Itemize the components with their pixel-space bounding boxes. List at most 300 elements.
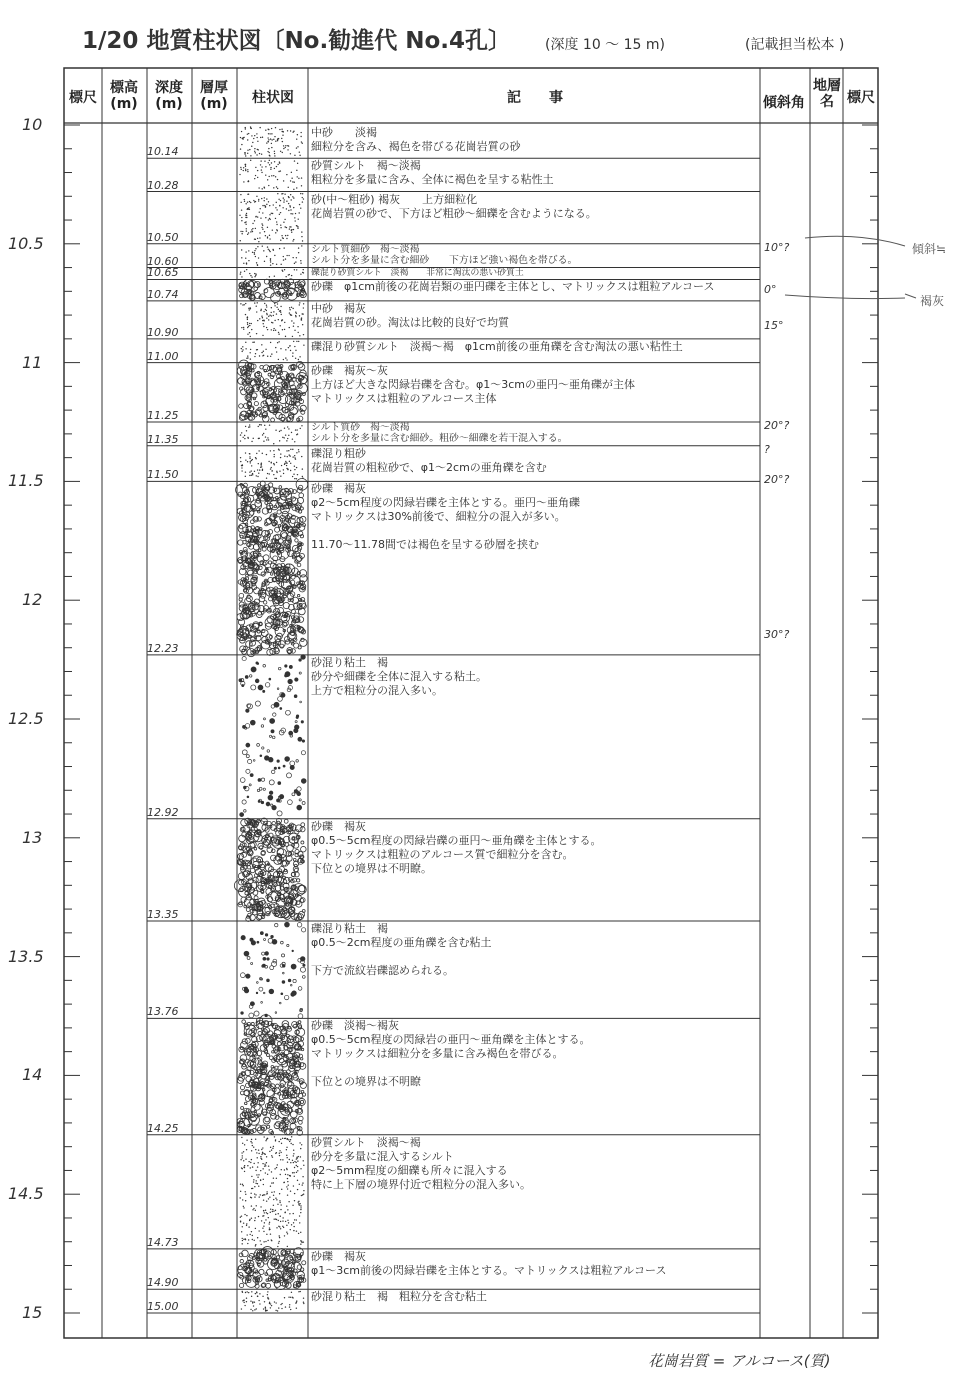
- sand-dot: [271, 1182, 272, 1183]
- layer-description-line: 花崗岩質の砂。淘汰は比較的良好で均質: [311, 315, 509, 329]
- sand-dot: [289, 1141, 290, 1142]
- silt-dot: [274, 161, 275, 162]
- silt-dot: [245, 170, 246, 171]
- silt-dot: [300, 260, 301, 261]
- sand-dot: [251, 1176, 252, 1177]
- sand-dot: [295, 316, 296, 317]
- gravel-pebble: [272, 387, 275, 390]
- sand-dot: [250, 336, 251, 337]
- layer-description-line: 細粒分を含み、褐色を帯びる花崗岩質の砂: [311, 140, 521, 153]
- clay-inclusion: [295, 678, 298, 681]
- sand-dot: [301, 456, 302, 457]
- silt-dot: [283, 180, 284, 181]
- sand-dot: [279, 1235, 280, 1236]
- silt-dot: [257, 177, 258, 178]
- sand-dot: [251, 1217, 252, 1218]
- sand-dot: [299, 1204, 300, 1205]
- sand-dot: [282, 1220, 283, 1221]
- layer-description-line: 礫混り粘土 褐: [311, 921, 388, 935]
- sand-dot: [280, 1221, 281, 1222]
- silt-dot: [293, 189, 294, 190]
- gravel-pebble: [271, 418, 275, 422]
- silt-dot: [277, 179, 278, 180]
- sand-dot: [280, 1204, 281, 1205]
- sand-dot: [280, 1304, 281, 1305]
- sand-dot: [256, 1308, 257, 1309]
- silt-dot: [245, 164, 246, 165]
- gravel-pebble: [293, 1261, 296, 1264]
- sand-dot: [254, 1193, 255, 1194]
- sand-dot: [298, 212, 299, 213]
- sand-dot: [262, 317, 263, 318]
- sand-dot: [242, 1243, 243, 1244]
- sand-dot: [301, 1195, 302, 1196]
- sand-dot: [247, 208, 248, 209]
- sand-dot: [270, 1212, 271, 1213]
- gravel-pebble: [248, 540, 251, 543]
- silt-dot: [295, 350, 296, 351]
- sand-dot: [245, 155, 246, 156]
- sand-dot: [301, 319, 302, 320]
- sand-dot: [252, 474, 253, 475]
- sand-dot: [243, 1185, 244, 1186]
- sand-dot: [291, 1292, 292, 1293]
- clay-inclusion: [248, 759, 252, 763]
- gravel-pebble: [240, 1047, 242, 1049]
- sand-dot: [246, 1225, 247, 1226]
- sand-dot: [293, 1150, 294, 1151]
- clay-inclusion: [240, 973, 245, 978]
- sand-dot: [281, 465, 282, 466]
- silt-dot: [247, 171, 248, 172]
- layer-description-line: シルト分を多量に含む細砂 下方ほど強い褐色を帯びる。: [311, 254, 578, 266]
- sand-dot: [290, 1309, 291, 1310]
- sand-dot: [262, 205, 263, 206]
- sand-dot: [258, 1300, 259, 1301]
- header-scale-left: 標尺: [69, 90, 97, 106]
- sand-dot: [302, 193, 303, 194]
- sand-dot: [287, 468, 288, 469]
- silt-dot: [241, 348, 242, 349]
- sand-dot: [251, 146, 252, 147]
- sand-dot: [246, 1215, 247, 1216]
- margin-note-2: 褐灰: [920, 294, 945, 308]
- silt-dot: [299, 356, 300, 357]
- silt-dot: [269, 276, 270, 277]
- clay-inclusion: [290, 761, 295, 766]
- sand-dot: [279, 1241, 280, 1242]
- sand-dot: [280, 475, 281, 476]
- sand-dot: [252, 1239, 253, 1240]
- layer-description-line: 花崗岩質の砂で、下方ほど粗砂～細礫を含むようになる。: [311, 206, 597, 220]
- clay-inclusion: [245, 724, 250, 729]
- sand-dot: [284, 1169, 285, 1170]
- silt-dot: [288, 428, 289, 429]
- silt-dot: [267, 246, 268, 247]
- clay-inclusion: [284, 995, 288, 999]
- sand-dot: [265, 1140, 266, 1141]
- sand-dot: [275, 218, 276, 219]
- sand-dot: [287, 1209, 288, 1210]
- sand-dot: [279, 1202, 280, 1203]
- sand-dot: [284, 329, 285, 330]
- layer-depth: 10.14: [147, 145, 179, 159]
- gravel-pebble: [299, 1116, 304, 1121]
- sand-dot: [287, 235, 288, 236]
- silt-dot: [288, 347, 289, 348]
- sand-dot: [268, 133, 269, 134]
- clay-inclusion: [299, 672, 301, 674]
- clay-inclusion: [257, 789, 259, 791]
- sand-dot: [251, 465, 252, 466]
- silt-dot: [277, 164, 278, 165]
- layer-description-line: マトリックスは粗粒のアルコース主体: [311, 391, 497, 405]
- sand-dot: [256, 1205, 257, 1206]
- clay-inclusion: [257, 744, 260, 747]
- layer-description-line: 下方で流紋岩礫認められる。: [311, 963, 454, 977]
- sand-dot: [258, 1149, 259, 1150]
- sand-dot: [302, 1184, 303, 1185]
- sand-dot: [266, 314, 267, 315]
- sand-dot: [299, 304, 300, 305]
- clay-inclusion: [246, 769, 250, 773]
- sand-dot: [257, 1177, 258, 1178]
- clay-inclusion: [297, 792, 301, 796]
- silt-dot: [267, 356, 268, 357]
- sand-dot: [261, 464, 262, 465]
- sand-dot: [290, 1297, 291, 1298]
- sand-dot: [261, 198, 262, 199]
- silt-dot: [275, 176, 276, 177]
- sand-dot: [288, 1297, 289, 1298]
- sand-dot: [280, 457, 281, 458]
- sand-dot: [295, 315, 296, 316]
- silt-dot: [282, 437, 283, 438]
- sand-dot: [303, 1303, 304, 1304]
- scale-label: 10.5: [8, 233, 44, 253]
- scale-label: 15: [22, 1303, 43, 1322]
- sand-dot: [241, 144, 242, 145]
- sand-dot: [269, 473, 270, 474]
- sand-dot: [246, 1301, 247, 1302]
- layer-description-line: 礫混り砂質シルト 淡褐 非常に淘汰の悪い砂質土: [311, 267, 524, 278]
- silt-dot: [258, 257, 259, 258]
- sand-dot: [280, 240, 281, 241]
- sand-dot: [255, 1194, 256, 1195]
- sand-dot: [286, 201, 287, 202]
- sand-dot: [289, 454, 290, 455]
- sand-dot: [288, 1222, 289, 1223]
- sand-dot: [245, 452, 246, 453]
- silt-dot: [247, 169, 248, 170]
- scale-label: 10: [22, 115, 43, 134]
- scale-label: 13.5: [8, 946, 44, 966]
- clay-inclusion: [244, 810, 246, 812]
- silt-dot: [241, 249, 242, 250]
- gravel-pebble: [237, 1077, 243, 1083]
- silt-dot: [250, 349, 251, 350]
- sand-dot: [276, 313, 277, 314]
- layer-description-line: 砂礫 褐灰: [311, 819, 366, 833]
- sand-dot: [276, 1152, 277, 1153]
- silt-dot: [276, 166, 277, 167]
- sand-dot: [294, 478, 295, 479]
- sand-dot: [278, 309, 279, 310]
- sand-dot: [289, 312, 290, 313]
- silt-dot: [268, 162, 269, 163]
- clay-inclusion: [271, 770, 275, 774]
- sand-dot: [257, 320, 258, 321]
- silt-dot: [296, 170, 297, 171]
- sand-dot: [250, 308, 251, 309]
- gravel-pebble: [291, 399, 294, 402]
- silt-dot: [247, 355, 248, 356]
- sand-dot: [267, 227, 268, 228]
- silt-dot: [263, 433, 264, 434]
- sand-dot: [247, 319, 248, 320]
- sand-dot: [257, 476, 258, 477]
- clay-inclusion: [277, 811, 282, 816]
- sand-dot: [254, 1220, 255, 1221]
- sand-dot: [262, 1195, 263, 1196]
- sand-dot: [268, 201, 269, 202]
- clay-inclusion: [249, 784, 251, 786]
- sand-dot: [247, 322, 248, 323]
- sand-dot: [281, 138, 282, 139]
- layer-depth: 15.00: [147, 1300, 179, 1313]
- clay-inclusion: [260, 932, 263, 935]
- silt-dot: [261, 166, 262, 167]
- sand-dot: [248, 308, 249, 309]
- sand-dot: [280, 224, 281, 225]
- sand-dot: [281, 314, 282, 315]
- sand-dot: [262, 1168, 263, 1169]
- silt-dot: [298, 341, 299, 342]
- sand-dot: [263, 326, 264, 327]
- gravel-pebble: [268, 530, 272, 534]
- gravel-pebble: [266, 1283, 271, 1288]
- clay-inclusion: [300, 967, 305, 972]
- sheet-title-text: 地質柱状図〔No.勧進代 No.4孔〕: [146, 28, 512, 54]
- sand-dot: [292, 449, 293, 450]
- sand-dot: [270, 1307, 271, 1308]
- silt-dot: [267, 437, 268, 438]
- layer-description-line: 礫混り粗砂: [311, 446, 366, 460]
- silt-dot: [261, 172, 262, 173]
- sand-dot: [271, 1171, 272, 1172]
- sand-dot: [245, 303, 246, 304]
- sand-dot: [268, 319, 269, 320]
- sand-dot: [261, 309, 262, 310]
- sand-dot: [293, 239, 294, 240]
- silt-dot: [292, 438, 293, 439]
- sand-dot: [240, 1159, 241, 1160]
- sand-dot: [251, 323, 252, 324]
- sand-dot: [281, 1303, 282, 1304]
- sand-dot: [255, 201, 256, 202]
- sand-dot: [245, 127, 246, 128]
- layer-depth: 11.35: [147, 432, 179, 446]
- sand-dot: [275, 1310, 276, 1311]
- sand-dot: [252, 1235, 253, 1236]
- clay-inclusion: [298, 987, 302, 991]
- sand-dot: [241, 1231, 242, 1232]
- sand-dot: [257, 149, 258, 150]
- silt-dot: [279, 431, 280, 432]
- sand-dot: [262, 470, 263, 471]
- sand-dot: [278, 1307, 279, 1308]
- sand-dot: [280, 1152, 281, 1153]
- sand-dot: [303, 1165, 304, 1166]
- sand-dot: [281, 129, 282, 130]
- sand-dot: [247, 324, 248, 325]
- layer-description-line: φ2～5mm程度の細礫も所々に混入する: [311, 1163, 508, 1177]
- clay-inclusion: [269, 735, 271, 737]
- clay-inclusion: [263, 665, 266, 668]
- sand-dot: [274, 153, 275, 154]
- sand-dot: [285, 461, 286, 462]
- sand-dot: [247, 317, 248, 318]
- sand-dot: [281, 1169, 282, 1170]
- sand-dot: [262, 453, 263, 454]
- sand-dot: [273, 328, 274, 329]
- clay-inclusion: [271, 730, 274, 733]
- sand-dot: [271, 139, 272, 140]
- sand-dot: [250, 462, 251, 463]
- silt-dot: [289, 345, 290, 346]
- sand-dot: [295, 1162, 296, 1163]
- clay-inclusion: [285, 757, 290, 762]
- silt-dot: [286, 440, 287, 441]
- silt-dot: [259, 424, 260, 425]
- sand-dot: [242, 1199, 243, 1200]
- sand-dot: [273, 474, 274, 475]
- sand-dot: [296, 1157, 297, 1158]
- gravel-pebble: [245, 395, 251, 401]
- sand-dot: [283, 145, 284, 146]
- sand-dot: [278, 138, 279, 139]
- depth-range: (深度 10 ～ 15 m): [545, 37, 665, 53]
- silt-dot: [269, 164, 270, 165]
- sand-dot: [266, 313, 267, 314]
- sand-dot: [288, 203, 289, 204]
- sand-dot: [279, 1193, 280, 1194]
- sand-dot: [269, 1151, 270, 1152]
- clay-inclusion: [255, 701, 260, 706]
- sand-dot: [267, 141, 268, 142]
- clay-inclusion: [247, 796, 249, 798]
- sand-dot: [279, 1150, 280, 1151]
- sand-dot: [255, 1210, 256, 1211]
- silt-dot: [279, 161, 280, 162]
- sand-dot: [247, 327, 248, 328]
- clay-inclusion: [249, 1013, 254, 1018]
- sand-dot: [249, 332, 250, 333]
- silt-dot: [246, 263, 247, 264]
- sand-dot: [293, 1153, 294, 1154]
- sand-dot: [268, 316, 269, 317]
- sand-dot: [279, 205, 280, 206]
- silt-dot: [270, 261, 271, 262]
- clay-inclusion: [282, 981, 285, 984]
- sand-dot: [241, 233, 242, 234]
- sand-dot: [303, 334, 304, 335]
- sand-dot: [286, 465, 287, 466]
- silt-dot: [283, 256, 284, 257]
- sand-dot: [251, 475, 252, 476]
- silt-dot: [296, 341, 297, 342]
- sand-dot: [255, 1170, 256, 1171]
- clay-inclusion: [254, 1011, 259, 1016]
- sand-dot: [274, 1219, 275, 1220]
- dip-angle: 0°: [764, 283, 777, 297]
- sand-dot: [261, 316, 262, 317]
- clay-inclusion: [297, 805, 302, 810]
- sand-dot: [290, 1139, 291, 1140]
- sand-dot: [294, 1193, 295, 1194]
- clay-inclusion: [286, 710, 291, 715]
- sand-dot: [301, 236, 302, 237]
- gravel-pebble: [249, 631, 255, 637]
- header-elevation: 標高 (m): [110, 80, 138, 112]
- clay-inclusion: [253, 760, 255, 762]
- sand-dot: [284, 219, 285, 220]
- gravel-pebble: [258, 1263, 261, 1266]
- sand-dot: [258, 1153, 259, 1154]
- sand-dot: [244, 222, 245, 223]
- sand-dot: [246, 1149, 247, 1150]
- silt-dot: [249, 424, 250, 425]
- sand-dot: [240, 303, 241, 304]
- clay-inclusion: [249, 675, 251, 677]
- sand-dot: [284, 1235, 285, 1236]
- sand-dot: [266, 310, 267, 311]
- sand-dot: [301, 1242, 302, 1243]
- sand-dot: [279, 471, 280, 472]
- sand-dot: [258, 1216, 259, 1217]
- silt-dot: [283, 359, 284, 360]
- sand-dot: [260, 1179, 261, 1180]
- sand-dot: [245, 217, 246, 218]
- clay-inclusion: [263, 957, 266, 960]
- clay-inclusion: [246, 709, 249, 712]
- sand-dot: [259, 1196, 260, 1197]
- sand-dot: [283, 201, 284, 202]
- sand-dot: [280, 311, 281, 312]
- clay-inclusion: [251, 962, 253, 964]
- clay-inclusion: [278, 667, 281, 670]
- silt-dot: [275, 347, 276, 348]
- scale-label: 14.5: [8, 1184, 44, 1204]
- sand-dot: [281, 320, 282, 321]
- sand-dot: [271, 467, 272, 468]
- sand-dot: [245, 1191, 246, 1192]
- clay-inclusion: [244, 988, 248, 992]
- silt-dot: [247, 437, 248, 438]
- sand-dot: [254, 1186, 255, 1187]
- sand-dot: [245, 471, 246, 472]
- sand-dot: [254, 238, 255, 239]
- sand-dot: [290, 314, 291, 315]
- sand-dot: [267, 237, 268, 238]
- clay-inclusion: [280, 708, 282, 710]
- sand-dot: [274, 155, 275, 156]
- sand-dot: [300, 1209, 301, 1210]
- sand-dot: [300, 193, 301, 194]
- sand-dot: [303, 1241, 304, 1242]
- sand-dot: [268, 219, 269, 220]
- sand-dot: [258, 1174, 259, 1175]
